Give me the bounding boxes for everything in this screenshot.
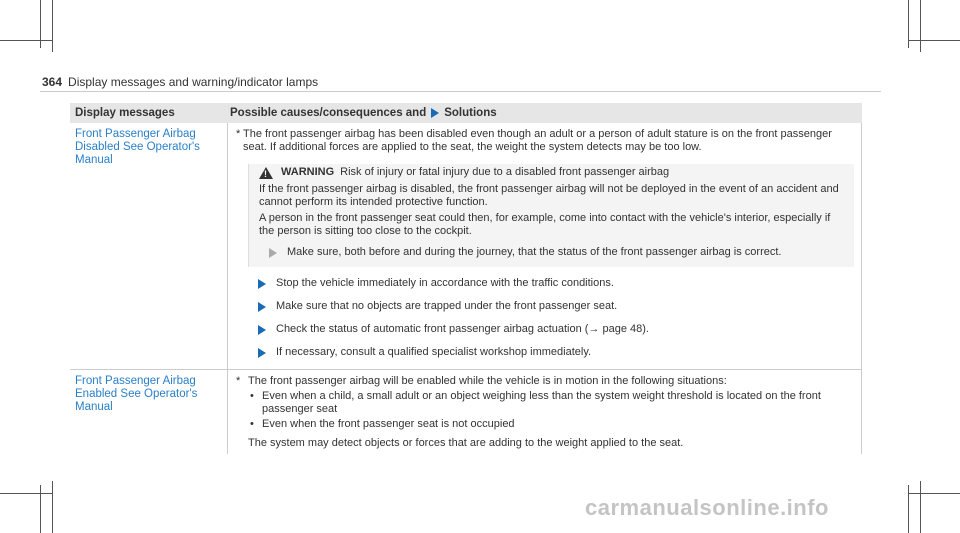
page-header	[42, 75, 318, 89]
crop-mark	[908, 493, 960, 494]
column-header-causes-label: Possible causes/consequences and	[230, 107, 427, 119]
cause-cell	[228, 123, 862, 369]
crop-mark	[920, 0, 921, 52]
footnote-star: *	[236, 375, 241, 387]
warning-paragraph: If the front passenger airbag is disabled, the front passenger airbag will not be deployed in the event of an accident and cannot perform its intended protective function.	[259, 183, 839, 208]
solution-step	[248, 346, 854, 359]
cause-cell	[228, 370, 862, 454]
warning-heading	[259, 166, 844, 179]
warning-step	[259, 246, 844, 259]
messages-table	[70, 103, 862, 454]
solution-step-text: Make sure that no objects are trapped under the front passenger seat.	[276, 300, 618, 312]
footnote-star: *	[236, 128, 241, 140]
play-arrow-icon	[431, 108, 439, 118]
crop-mark	[52, 0, 53, 52]
cause-paragraph: The system may detect objects or forces that are adding to the weight applied to the seat.	[248, 437, 684, 449]
cause-text: The front passenger airbag will be enabled while the vehicle is in motion in the following situations:	[248, 375, 727, 387]
warning-box	[248, 164, 854, 267]
play-arrow-icon	[258, 348, 266, 358]
solution-step	[248, 277, 854, 290]
bullet-icon: •	[250, 418, 254, 430]
solution-step-text: Check the status of automatic front passenger airbag actuation (→ page 48).	[276, 323, 649, 335]
header-rule	[40, 91, 881, 92]
cause-text-block	[236, 375, 854, 388]
warning-title: Risk of injury or fatal injury due to a disabled front passenger airbag	[340, 166, 670, 178]
cell-border	[861, 123, 862, 369]
crop-mark	[0, 40, 52, 41]
play-arrow-icon	[269, 248, 277, 258]
play-arrow-icon	[258, 279, 266, 289]
bullet-icon: •	[250, 390, 254, 402]
solution-step	[248, 300, 854, 313]
display-message: Front Passenger Airbag Enabled See Operator's Manual	[70, 370, 228, 454]
crop-mark	[0, 493, 52, 494]
watermark: carmanualsonline.info	[585, 495, 829, 520]
solution-step	[248, 323, 854, 336]
column-header-solutions-label: Solutions	[444, 107, 497, 119]
warning-paragraph: A person in the front passenger seat could then, for example, come into contact with the vehicle's interior, especially if the person is sitting too close to the cockpit.	[259, 212, 831, 237]
warning-step-text: Make sure, both before and during the journey, that the status of the front passenger airbag is correct.	[287, 246, 782, 258]
list-item-text: Even when a child, a small adult or an object weighing less than the system weight threshold is located on the front passenger seat	[262, 390, 821, 415]
cell-border	[861, 370, 862, 454]
table-row	[70, 123, 862, 370]
solution-step-text: If necessary, consult a qualified specialist workshop immediately.	[276, 346, 592, 358]
list-item-text: Even when the front passenger seat is not occupied	[262, 418, 515, 430]
warning-label: WARNING	[281, 166, 335, 178]
cause-text-block	[236, 128, 854, 154]
solution-step-text: Stop the vehicle immediately in accordance with the traffic conditions.	[276, 277, 614, 289]
column-header-causes	[228, 107, 862, 119]
page-title: Display messages and warning/indicator lamps	[68, 75, 319, 89]
warning-triangle-icon	[259, 167, 273, 179]
cause-text: The front passenger airbag has been disabled even though an adult or a person of adult stature is on the front passenger seat. If additional forces are applied to the seat, the weight the system detects may be too low.	[242, 128, 832, 153]
crop-mark	[920, 481, 921, 533]
display-message: Front Passenger Airbag Disabled See Operator's Manual	[70, 123, 228, 369]
column-header-display-messages: Display messages	[75, 107, 175, 119]
table-header	[70, 103, 862, 123]
play-arrow-icon	[258, 325, 266, 335]
crop-mark	[52, 481, 53, 533]
table-row	[70, 370, 862, 454]
list-item	[236, 390, 854, 416]
list-item	[236, 418, 854, 431]
play-arrow-icon	[258, 302, 266, 312]
crop-mark	[908, 40, 960, 41]
page-number: 364	[42, 75, 63, 89]
